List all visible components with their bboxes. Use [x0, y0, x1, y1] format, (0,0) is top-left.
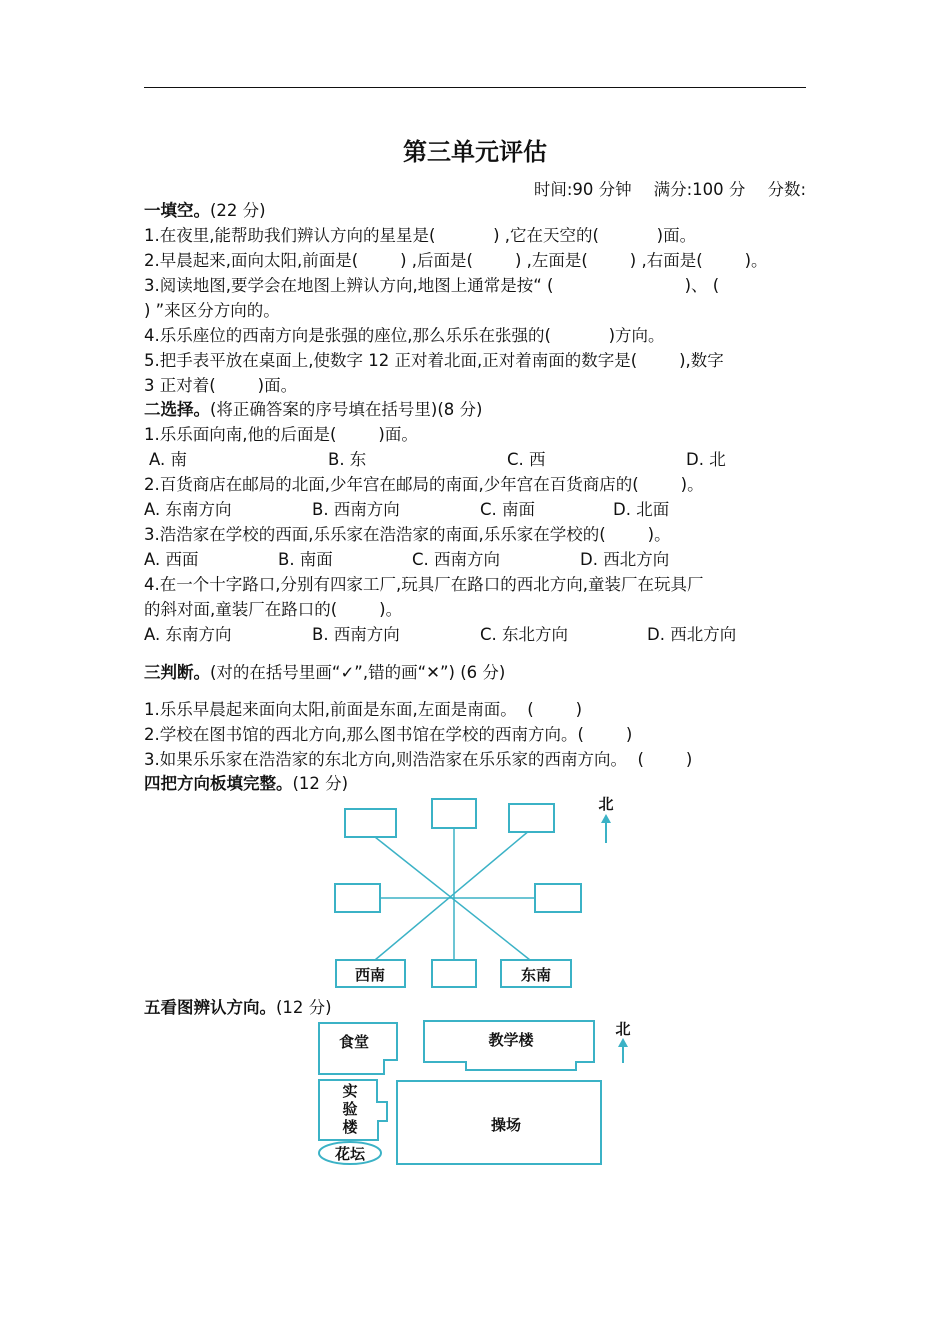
section3-item-1: 1.乐乐早晨起来面向太阳,前面是东面,左面是南面。 ( )	[144, 700, 583, 719]
canteen-label: 食堂	[338, 1033, 370, 1051]
q3-option-a: A. 西面	[144, 550, 199, 569]
q4-option-b: B. 西南方向	[312, 625, 400, 644]
label-southwest: 西南	[354, 966, 386, 984]
q2-option-d: D. 北面	[613, 500, 670, 519]
section5-heading: 五看图辨认方向。(12 分)	[144, 998, 332, 1017]
q1-option-c: C. 西	[507, 450, 546, 469]
section1-heading: 一填空。(22 分)	[144, 201, 266, 220]
teaching-building-label: 教学楼	[488, 1031, 534, 1049]
section1-line-1: 1.在夜里,能帮助我们辨认方向的星星是( ) ,它在天空的( )面。	[144, 226, 697, 245]
q1-option-a: A. 南	[149, 450, 187, 469]
north-label-map: 北	[615, 1020, 631, 1038]
lab-label-2: 验	[342, 1100, 358, 1118]
q1-option-b: B. 东	[328, 450, 367, 469]
label-southeast: 东南	[520, 966, 552, 984]
section1-line-4: ) ”来区分方向的。	[144, 301, 280, 320]
playground-label: 操场	[490, 1116, 522, 1134]
score-field: 分数:	[767, 180, 806, 199]
section2-q2: 2.百货商店在邮局的北面,少年宫在邮局的南面,少年宫在百货商店的( )。	[144, 475, 704, 494]
time-limit: 时间:90 分钟	[533, 180, 632, 199]
section3-heading: 三判断。(对的在括号里画“✓”,错的画“✕”) (6 分)	[144, 663, 506, 682]
section1-line-5: 4.乐乐座位的西南方向是张强的座位,那么乐乐在张强的( )方向。	[144, 326, 665, 345]
section2-heading: 二选择。(将正确答案的序号填在括号里)(8 分)	[144, 400, 483, 419]
q4-option-c: C. 东北方向	[480, 625, 569, 644]
q2-option-a: A. 东南方向	[144, 500, 232, 519]
section2-q4-line1: 4.在一个十字路口,分别有四家工厂,玩具厂在路口的西北方向,童装厂在玩具厂	[144, 575, 704, 594]
section2-q3: 3.浩浩家在学校的西面,乐乐家在浩浩家的南面,乐乐家在学校的( )。	[144, 525, 671, 544]
full-score: 满分:100 分	[653, 180, 746, 199]
section1-line-6: 5.把手表平放在桌面上,使数字 12 正对着北面,正对着南面的数字是( ),数字	[144, 351, 724, 370]
section1-line-3: 3.阅读地图,要学会在地图上辨认方向,地图上通常是按“ ( )、 (	[144, 276, 720, 295]
section1-line-7: 3 正对着( )面。	[144, 376, 298, 395]
north-label: 北	[598, 795, 614, 813]
section4-heading: 四把方向板填完整。(12 分)	[144, 774, 349, 793]
north-arrow-icon-map	[618, 1038, 628, 1063]
lab-label-1: 实	[342, 1082, 358, 1100]
section3-item-3: 3.如果乐乐家在浩浩家的东北方向,则浩浩家在乐乐家的西南方向。 ( )	[144, 750, 693, 769]
q4-option-d: D. 西北方向	[647, 625, 737, 644]
q3-option-d: D. 西北方向	[580, 550, 670, 569]
section2-q4-line2: 的斜对面,童装厂在路口的( )。	[144, 600, 403, 619]
q3-option-b: B. 南面	[278, 550, 333, 569]
q2-option-c: C. 南面	[480, 500, 536, 519]
q3-option-c: C. 西南方向	[412, 550, 501, 569]
flower-bed-label: 花坛	[334, 1145, 366, 1163]
section3-item-2: 2.学校在图书馆的西北方向,那么图书馆在学校的西南方向。( )	[144, 725, 633, 744]
q4-option-a: A. 东南方向	[144, 625, 232, 644]
q2-option-b: B. 西南方向	[312, 500, 400, 519]
lab-label-3: 楼	[342, 1118, 358, 1136]
q1-option-d: D. 北	[686, 450, 726, 469]
section2-q1: 1.乐乐面向南,他的后面是( )面。	[144, 425, 418, 444]
section1-line-2: 2.早晨起来,面向太阳,前面是( ) ,后面是( ) ,左面是( ) ,右面是( )。	[144, 251, 768, 270]
page-title: 第三单元评估	[403, 137, 547, 166]
